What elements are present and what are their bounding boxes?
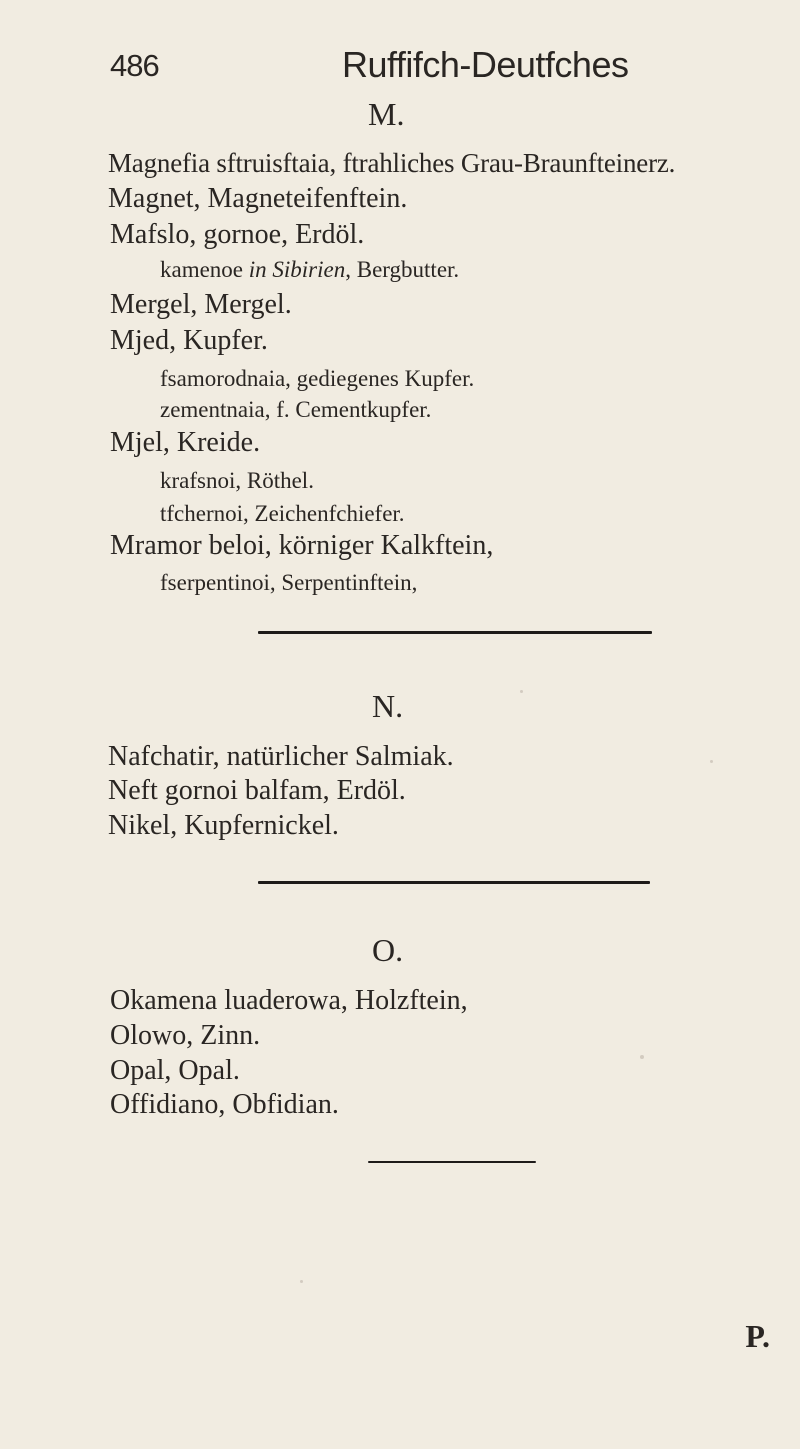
entry-line: Okamena luaderowa, Holzftein, (110, 985, 468, 1016)
paper-speck (300, 1280, 303, 1283)
subentry-line: fsamorodnaia, gediegenes Kupfer. (160, 366, 475, 391)
entry-line: Nafchatir, natürlicher Salmiak. (108, 741, 454, 772)
entry-line: Mjed, Kupfer. (110, 325, 268, 356)
entry-line: Opal, Opal. (110, 1055, 240, 1086)
subentry-line: krafsnoi, Röthel. (160, 468, 314, 493)
paper-speck (520, 690, 523, 693)
section-divider (258, 631, 652, 634)
page-number: 486 (110, 48, 159, 83)
section-letter-m: M. (368, 96, 405, 132)
entry-line: Mjel, Kreide. (110, 427, 261, 458)
paper-speck (640, 1055, 644, 1059)
end-ornament-rule (368, 1161, 536, 1163)
section-letter-o: O. (372, 932, 404, 968)
section-divider (258, 881, 650, 884)
entry-line: Olowo, Zinn. (110, 1020, 261, 1051)
entry-line: Neft gornoi balfam, Erdöl. (108, 775, 406, 806)
entry-line: Magnefia sftruisftaia, ftrahliches Grau-Braunfteinerz. (108, 148, 676, 178)
paper-speck (710, 760, 713, 763)
entry-line: Mafslo, gornoe, Erdöl. (110, 219, 365, 250)
entry-line: Offidiano, Obfidian. (110, 1089, 339, 1120)
section-letter-n: N. (372, 688, 404, 724)
page-header (110, 40, 710, 100)
subentry-line: kamenoe in Sibirien, Bergbutter. (160, 257, 460, 282)
subentry-line: fserpentinoi, Serpentinftein, (160, 570, 418, 595)
entry-line: Nikel, Kupfernickel. (108, 810, 339, 841)
entry-line: Mramor beloi, körniger Kalkftein, (110, 530, 494, 561)
running-head: Ruffifch-Deutfches (342, 44, 629, 85)
subentry-line: zementnaia, f. Cementkupfer. (160, 397, 432, 422)
subentry-line: tfchernoi, Zeichenfchiefer. (160, 501, 405, 526)
entry-line: Magnet, Magneteifenftein. (108, 183, 408, 214)
italic-note: in Sibirien (248, 257, 346, 282)
entry-line: Mergel, Mergel. (110, 289, 292, 320)
catchword: P. (745, 1318, 770, 1354)
